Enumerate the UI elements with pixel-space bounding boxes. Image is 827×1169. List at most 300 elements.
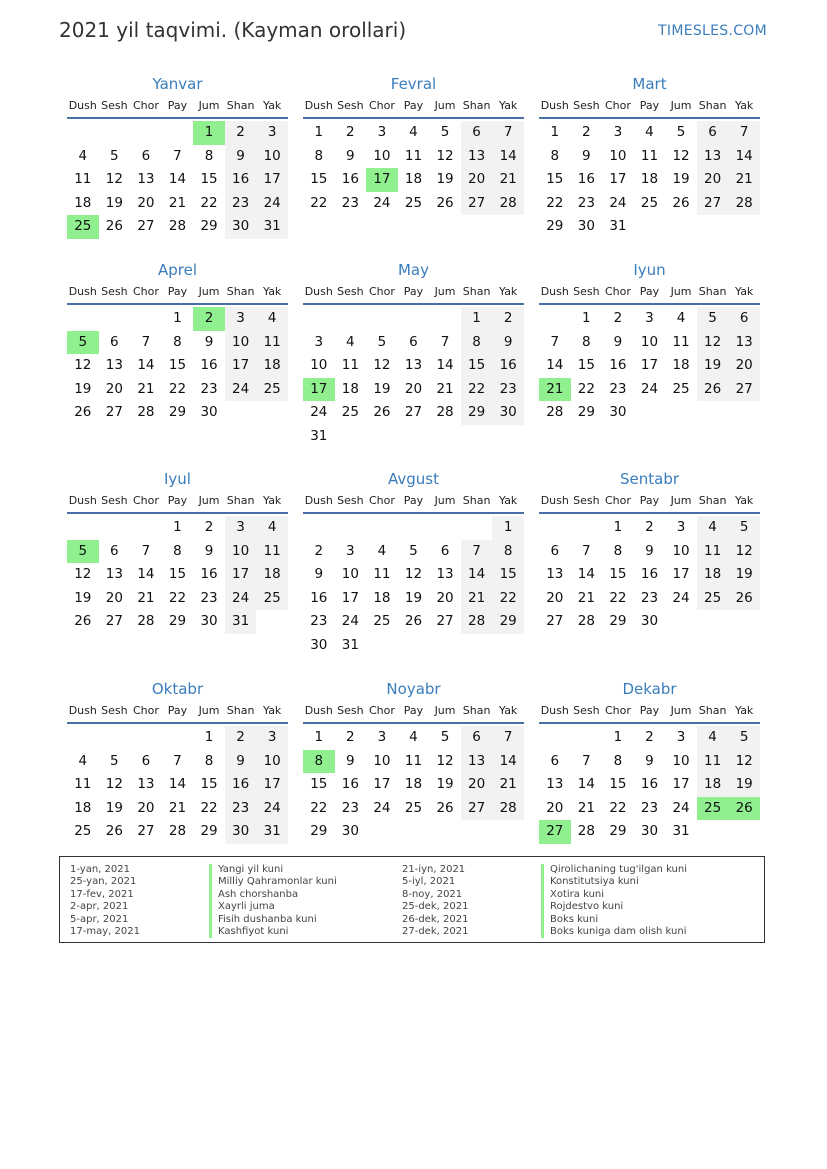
- weekday-label: Sesh: [101, 494, 128, 507]
- day-cell: 18: [74, 194, 92, 211]
- day-cell: 29: [577, 404, 595, 421]
- day-cell: 15: [609, 566, 627, 583]
- day-cell: 21: [492, 773, 524, 797]
- weekday-label: Chor: [604, 704, 631, 717]
- day-cell: 1: [613, 519, 623, 535]
- weekday-label: Sesh: [573, 494, 600, 507]
- weekday-label: Sesh: [337, 99, 364, 112]
- day-cell: 16: [200, 357, 218, 374]
- weekday-label: Chor: [132, 494, 159, 507]
- day-cell: 15: [609, 776, 627, 793]
- day-cell: 19: [436, 776, 454, 793]
- day-cell: 3: [676, 729, 686, 745]
- holiday-legend: [59, 856, 765, 943]
- month-name: Fevral: [390, 75, 437, 93]
- weekday-label: Pay: [167, 285, 188, 298]
- day-cell: 30: [225, 215, 257, 239]
- holiday-day-cell: 17: [366, 168, 398, 192]
- day-cell: 21: [436, 380, 454, 397]
- weekday-label: Pay: [639, 99, 660, 112]
- weekday-label: Dush: [304, 285, 333, 298]
- day-cell: 16: [640, 566, 659, 583]
- day-grid: [303, 121, 524, 215]
- legend-date: 5-apr, 2021: [70, 913, 129, 925]
- day-cell: 8: [461, 331, 493, 355]
- day-grid: [539, 307, 760, 425]
- day-cell: 12: [404, 566, 423, 583]
- day-cell: 10: [256, 750, 288, 774]
- day-cell: 20: [546, 799, 564, 816]
- day-cell: 5: [409, 542, 418, 559]
- day-cell: 17: [256, 168, 288, 192]
- day-cell: 18: [697, 773, 729, 797]
- day-cell: 5: [377, 333, 387, 350]
- day-cell: 16: [640, 776, 659, 793]
- day-cell: 11: [672, 333, 690, 350]
- day-cell: 21: [492, 168, 524, 192]
- weekday-label: Yak: [734, 99, 754, 112]
- day-cell: 20: [461, 168, 493, 192]
- month-name: Yanvar: [152, 75, 203, 93]
- day-cell: 11: [697, 540, 729, 564]
- weekday-label: Yak: [498, 704, 518, 717]
- weekday-label: Sesh: [101, 285, 128, 298]
- weekday-label: Sesh: [573, 99, 600, 112]
- day-cell: 24: [256, 192, 288, 216]
- day-cell: 28: [436, 404, 454, 421]
- day-cell: 5: [697, 307, 729, 331]
- weekday-label: Chor: [604, 99, 631, 112]
- day-cell: 13: [105, 566, 123, 583]
- weekday-label: Shan: [226, 99, 255, 112]
- day-cell: 2: [645, 519, 654, 535]
- day-cell: 25: [404, 799, 423, 816]
- day-cell: 23: [577, 194, 595, 211]
- day-cell: 22: [168, 380, 187, 397]
- day-cell: 18: [640, 171, 659, 188]
- holiday-day-cell: 27: [539, 820, 571, 844]
- month-name: Noyabr: [386, 680, 441, 698]
- day-cell: 1: [613, 729, 623, 745]
- day-cell: 17: [256, 773, 288, 797]
- weekday-header: [303, 700, 524, 724]
- legend-date: 25-yan, 2021: [70, 876, 137, 888]
- day-cell: 8: [613, 752, 623, 769]
- weekday-label: Jum: [198, 704, 220, 717]
- day-cell: 22: [546, 194, 564, 211]
- day-cell: 13: [404, 357, 423, 374]
- empty-cell: [67, 121, 99, 145]
- day-cell: 2: [346, 729, 355, 745]
- day-cell: 28: [546, 404, 564, 421]
- empty-cell: [67, 307, 99, 331]
- day-cell: 29: [492, 610, 524, 634]
- day-cell: 24: [373, 194, 391, 211]
- weekday-label: Chor: [132, 285, 159, 298]
- weekday-header: [303, 95, 524, 119]
- day-cell: 14: [546, 357, 564, 374]
- day-cell: 22: [200, 194, 218, 211]
- legend-holiday-name: Boks kuni: [541, 914, 687, 926]
- day-cell: 28: [461, 610, 493, 634]
- holiday-day-cell: 25: [67, 215, 99, 239]
- day-cell: 30: [492, 401, 524, 425]
- day-cell: 13: [461, 750, 493, 774]
- day-cell: 25: [404, 194, 423, 211]
- day-cell: 24: [373, 799, 391, 816]
- empty-cell: [366, 307, 398, 331]
- legend-holiday-name: Yangi yil kuni: [209, 864, 337, 876]
- day-cell: 14: [728, 145, 760, 169]
- empty-cell: [571, 516, 603, 540]
- day-cell: 2: [204, 519, 214, 535]
- holiday-day-cell: 26: [728, 797, 760, 821]
- weekday-label: Dush: [304, 494, 333, 507]
- day-cell: 7: [173, 752, 182, 769]
- weekday-label: Shan: [226, 285, 255, 298]
- day-cell: 4: [409, 729, 418, 745]
- legend-date: 8-noy, 2021: [402, 888, 463, 900]
- day-cell: 13: [137, 776, 155, 793]
- day-cell: 6: [409, 333, 418, 350]
- empty-cell: [67, 516, 99, 540]
- day-cell: 22: [461, 378, 493, 402]
- weekday-label: Jum: [434, 99, 456, 112]
- day-cell: 7: [173, 147, 182, 164]
- day-cell: 13: [728, 331, 760, 355]
- day-cell: 24: [672, 799, 690, 816]
- day-cell: 5: [728, 726, 760, 750]
- day-cell: 26: [105, 823, 123, 840]
- day-cell: 27: [728, 378, 760, 402]
- empty-cell: [130, 307, 162, 331]
- day-cell: 6: [141, 752, 151, 769]
- day-cell: 23: [225, 797, 257, 821]
- legend-holiday-name: Fisih dushanba kuni: [209, 914, 337, 926]
- day-cell: 10: [640, 333, 659, 350]
- day-cell: 11: [74, 171, 92, 188]
- day-cell: 31: [256, 215, 288, 239]
- weekday-label: Jum: [670, 704, 692, 717]
- day-cell: 7: [492, 726, 524, 750]
- day-cell: 11: [74, 776, 92, 793]
- weekday-label: Pay: [639, 494, 660, 507]
- day-cell: 16: [225, 168, 257, 192]
- day-cell: 23: [225, 192, 257, 216]
- empty-cell: [539, 726, 571, 750]
- day-cell: 12: [74, 566, 92, 583]
- legend-date: 26-dek, 2021: [402, 913, 469, 925]
- day-cell: 22: [310, 799, 328, 816]
- day-cell: 28: [728, 192, 760, 216]
- weekday-header: [539, 95, 760, 119]
- day-cell: 3: [314, 333, 324, 350]
- day-cell: 13: [105, 357, 123, 374]
- day-cell: 4: [697, 726, 729, 750]
- day-cell: 10: [310, 357, 328, 374]
- holiday-day-cell: 5: [67, 540, 99, 564]
- day-cell: 18: [256, 563, 288, 587]
- day-cell: 5: [110, 752, 119, 769]
- day-grid: [303, 307, 524, 449]
- empty-cell: [429, 516, 461, 540]
- day-cell: 2: [314, 542, 324, 559]
- day-cell: 14: [137, 357, 155, 374]
- empty-cell: [303, 307, 335, 331]
- day-cell: 12: [105, 171, 123, 188]
- day-cell: 9: [346, 147, 355, 164]
- day-cell: 17: [609, 171, 627, 188]
- weekday-label: Shan: [226, 704, 255, 717]
- day-cell: 22: [310, 194, 328, 211]
- empty-cell: [335, 516, 367, 540]
- day-cell: 10: [609, 147, 627, 164]
- day-cell: 31: [310, 427, 328, 444]
- weekday-label: Dush: [540, 494, 569, 507]
- day-cell: 15: [577, 357, 595, 374]
- day-cell: 7: [492, 121, 524, 145]
- weekday-label: Jum: [198, 99, 220, 112]
- day-cell: 27: [461, 192, 493, 216]
- day-cell: 3: [256, 726, 288, 750]
- weekday-label: Shan: [226, 494, 255, 507]
- weekday-label: Yak: [734, 285, 754, 298]
- weekday-label: Sesh: [337, 704, 364, 717]
- day-cell: 10: [672, 752, 690, 769]
- day-cell: 11: [256, 331, 288, 355]
- weekday-label: Dush: [540, 99, 569, 112]
- day-cell: 15: [461, 354, 493, 378]
- day-cell: 20: [461, 773, 493, 797]
- weekday-label: Sesh: [337, 494, 364, 507]
- month-mart: [539, 73, 760, 239]
- empty-cell: [571, 726, 603, 750]
- weekday-label: Pay: [403, 285, 424, 298]
- weekday-label: Shan: [462, 99, 491, 112]
- day-cell: 1: [550, 124, 560, 140]
- empty-cell: [130, 121, 162, 145]
- weekday-label: Jum: [434, 494, 456, 507]
- day-cell: 24: [225, 378, 257, 402]
- holiday-day-cell: 5: [67, 331, 99, 355]
- weekday-label: Dush: [68, 99, 97, 112]
- weekday-label: Chor: [368, 704, 395, 717]
- day-cell: 28: [137, 613, 155, 630]
- empty-cell: [99, 121, 131, 145]
- day-cell: 19: [728, 563, 760, 587]
- day-cell: 3: [346, 542, 355, 559]
- day-cell: 2: [613, 310, 623, 326]
- day-cell: 17: [373, 776, 391, 793]
- empty-cell: [366, 516, 398, 540]
- day-cell: 18: [672, 357, 690, 374]
- day-cell: 9: [613, 333, 623, 350]
- legend-date: 5-iyl, 2021: [402, 876, 456, 888]
- month-iyul: [67, 468, 288, 634]
- day-cell: 20: [697, 168, 729, 192]
- day-cell: 28: [168, 823, 187, 840]
- day-cell: 31: [225, 610, 257, 634]
- day-cell: 16: [492, 354, 524, 378]
- day-cell: 8: [173, 542, 182, 559]
- month-oktabr: [67, 678, 288, 844]
- day-cell: 26: [74, 613, 92, 630]
- day-cell: 17: [225, 354, 257, 378]
- weekday-label: Pay: [639, 285, 660, 298]
- weekday-label: Jum: [670, 99, 692, 112]
- holiday-day-cell: 8: [303, 750, 335, 774]
- day-cell: 24: [640, 380, 659, 397]
- day-cell: 4: [78, 752, 88, 769]
- day-cell: 23: [341, 194, 359, 211]
- day-cell: 25: [256, 378, 288, 402]
- weekday-header: [67, 700, 288, 724]
- day-cell: 17: [672, 566, 690, 583]
- day-cell: 26: [672, 194, 690, 211]
- day-cell: 23: [200, 380, 218, 397]
- day-cell: 30: [310, 636, 328, 653]
- day-cell: 11: [640, 147, 659, 164]
- day-cell: 20: [728, 354, 760, 378]
- day-cell: 22: [609, 799, 627, 816]
- day-cell: 30: [609, 404, 627, 421]
- day-cell: 15: [200, 776, 218, 793]
- day-cell: 24: [225, 587, 257, 611]
- day-cell: 21: [728, 168, 760, 192]
- day-cell: 13: [546, 566, 564, 583]
- day-cell: 20: [105, 380, 123, 397]
- day-cell: 4: [676, 310, 686, 326]
- day-cell: 18: [404, 776, 423, 793]
- day-cell: 9: [645, 542, 654, 559]
- day-cell: 18: [697, 563, 729, 587]
- day-cell: 16: [341, 776, 359, 793]
- day-cell: 19: [672, 171, 690, 188]
- day-cell: 23: [609, 380, 627, 397]
- weekday-label: Dush: [304, 99, 333, 112]
- day-cell: 25: [341, 404, 359, 421]
- day-cell: 6: [440, 542, 450, 559]
- day-cell: 21: [168, 194, 187, 211]
- weekday-label: Shan: [462, 285, 491, 298]
- day-cell: 4: [409, 124, 418, 140]
- day-cell: 31: [672, 823, 690, 840]
- legend-date: 2-apr, 2021: [70, 901, 129, 913]
- day-cell: 14: [168, 776, 187, 793]
- day-cell: 30: [577, 218, 595, 235]
- month-sentabr: [539, 468, 760, 634]
- day-cell: 28: [168, 218, 187, 235]
- day-cell: 29: [168, 613, 187, 630]
- day-cell: 3: [377, 124, 387, 140]
- brand-link[interactable]: TIMESLES.COM: [658, 23, 767, 39]
- day-cell: 10: [256, 145, 288, 169]
- day-cell: 18: [256, 354, 288, 378]
- day-cell: 25: [373, 613, 391, 630]
- month-name: Oktabr: [151, 680, 204, 698]
- day-cell: 8: [204, 147, 214, 164]
- weekday-label: Dush: [540, 704, 569, 717]
- empty-cell: [162, 726, 194, 750]
- weekday-label: Sesh: [573, 704, 600, 717]
- legend-holiday-name: Kashfiyot kuni: [209, 926, 337, 938]
- day-cell: 27: [404, 404, 423, 421]
- day-cell: 25: [74, 823, 92, 840]
- day-cell: 20: [137, 194, 155, 211]
- day-cell: 20: [105, 589, 123, 606]
- day-cell: 27: [105, 613, 123, 630]
- day-cell: 24: [672, 589, 690, 606]
- weekday-label: Shan: [698, 494, 727, 507]
- legend-date: 17-may, 2021: [70, 926, 140, 938]
- month-dekabr: [539, 678, 760, 844]
- day-cell: 4: [377, 542, 387, 559]
- day-cell: 14: [577, 776, 595, 793]
- empty-cell: [162, 121, 194, 145]
- day-cell: 29: [310, 823, 328, 840]
- day-cell: 19: [697, 354, 729, 378]
- day-cell: 23: [310, 613, 328, 630]
- empty-cell: [99, 726, 131, 750]
- legend-holiday-name: Milliy Qahramonlar kuni: [209, 876, 337, 888]
- day-cell: 14: [436, 357, 454, 374]
- day-cell: 2: [582, 124, 591, 140]
- weekday-header: [539, 490, 760, 514]
- weekday-label: Chor: [368, 285, 395, 298]
- day-cell: 10: [373, 752, 391, 769]
- day-cell: 21: [137, 589, 155, 606]
- weekday-label: Shan: [698, 99, 727, 112]
- day-cell: 1: [582, 310, 591, 326]
- day-cell: 17: [640, 357, 659, 374]
- weekday-header: [539, 281, 760, 305]
- holiday-day-cell: 25: [697, 797, 729, 821]
- weekday-label: Pay: [167, 494, 188, 507]
- day-cell: 5: [728, 516, 760, 540]
- day-cell: 6: [141, 147, 151, 164]
- month-noyabr: [303, 678, 524, 844]
- month-name: May: [397, 261, 429, 279]
- day-cell: 29: [168, 404, 187, 421]
- day-cell: 26: [436, 194, 454, 211]
- day-cell: 26: [697, 378, 729, 402]
- day-cell: 26: [373, 404, 391, 421]
- day-grid: [303, 516, 524, 658]
- legend-names-left: [209, 864, 337, 938]
- day-cell: 19: [404, 589, 423, 606]
- day-cell: 7: [728, 121, 760, 145]
- weekday-label: Jum: [670, 494, 692, 507]
- weekday-label: Jum: [198, 285, 220, 298]
- day-cell: 20: [404, 380, 423, 397]
- weekday-label: Jum: [434, 704, 456, 717]
- day-cell: 9: [582, 147, 591, 164]
- day-cell: 24: [609, 194, 627, 211]
- day-cell: 4: [697, 516, 729, 540]
- day-cell: 18: [341, 380, 359, 397]
- day-cell: 25: [640, 194, 659, 211]
- day-cell: 1: [461, 307, 493, 331]
- day-cell: 26: [105, 218, 123, 235]
- day-cell: 27: [105, 404, 123, 421]
- legend-date: 17-fev, 2021: [70, 888, 134, 900]
- day-grid: [539, 726, 760, 844]
- weekday-label: Jum: [198, 494, 220, 507]
- day-cell: 16: [225, 773, 257, 797]
- day-grid: [67, 726, 288, 844]
- page-title: 2021 yil taqvimi. (Kayman orollari): [59, 18, 407, 42]
- day-cell: 30: [200, 613, 218, 630]
